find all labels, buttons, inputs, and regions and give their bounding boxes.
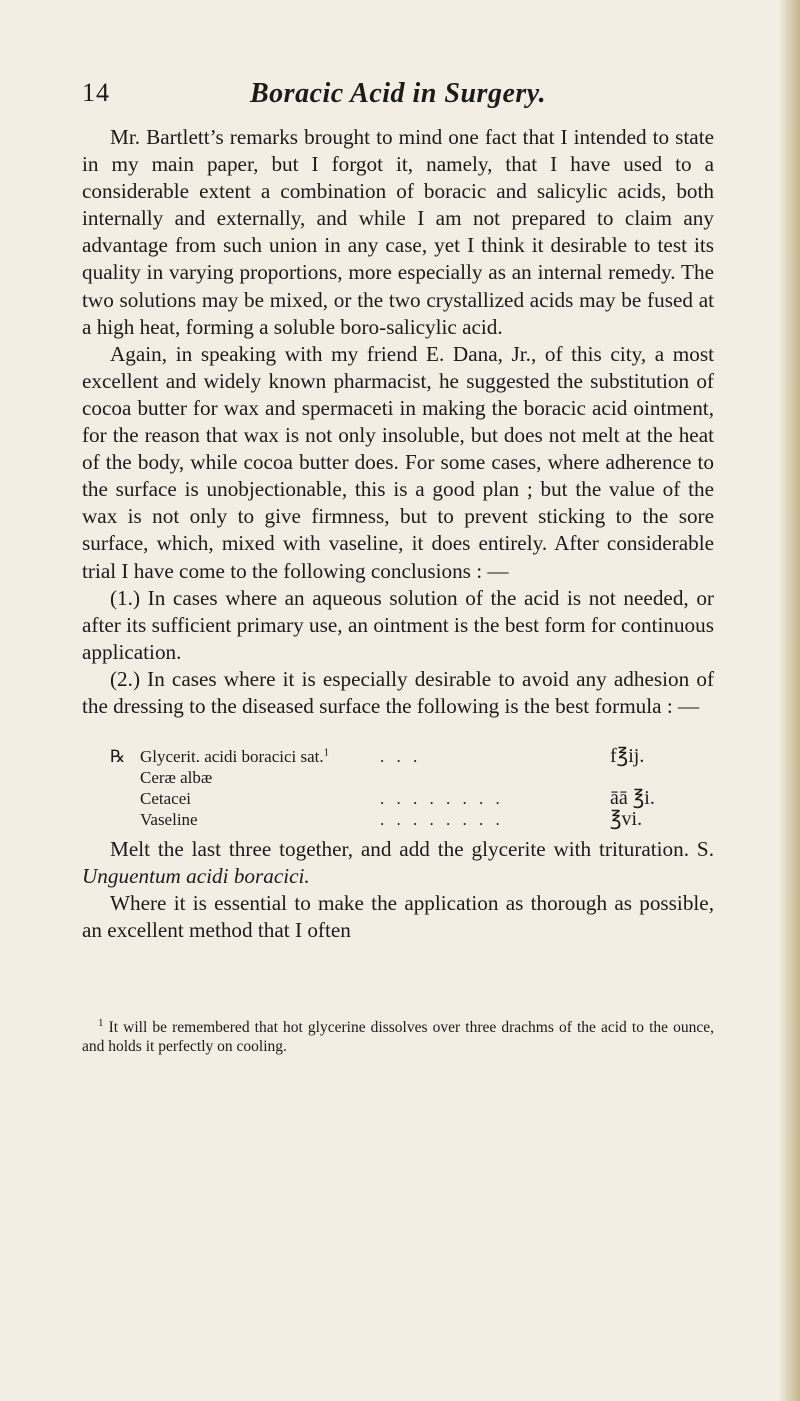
italic-title: Unguentum acidi boracici. [82,864,310,889]
formula-row [110,809,710,830]
footnote-text: It will be remembered that hot glycerine dissolves over three drachms of the acid to the ounce, and holds it perfectly on cooling. [82,1019,714,1055]
leader-dots: . . . . . . . . [380,810,504,829]
ingredient-name: Vaseline [140,810,198,829]
paragraph: Melt the last three together, and add the glycerite with trituration. S. Unguentum acidi boracici. [82,837,714,889]
footnote-ref: 1 [323,746,330,759]
formula-row [110,746,710,767]
footnote [82,1018,714,1056]
ingredient-name: Cetacei [140,789,191,808]
page-number: 14 [82,78,110,107]
after-formula-text [82,836,714,944]
ingredient-name: Ceræ albæ [140,768,213,787]
prescription-formula [110,746,710,830]
recipe-symbol: ℞ [110,747,126,766]
formula-row [110,767,710,788]
formula-row [110,788,710,809]
ingredient-quantity: āā ℥i. [610,787,655,809]
paragraph: Mr. Bartlett’s remarks brought to mind one fact that I intended to state in my main paper, but I forgot it, namely, that I have used to a considerable extent a combination of boracic and salicylic acids, both internally and externally, and while I am not prepared to claim any advantage from such union in any case, yet I think it desirable to test its quality in varying proportions, more especially as an internal remedy. The two solutions may be mixed, or the two crystallized acids may be fused at a high heat, forming a soluble boro-salicylic acid. [82,125,714,339]
running-title: Boracic Acid in Surgery. [250,78,547,109]
page-edge-shadow [778,0,800,1401]
page-header [82,78,722,118]
leader-dots: . . . [380,747,422,766]
paragraph: Again, in speaking with my friend E. Dana, Jr., of this city, a most excellent and widely known pharmacist, he suggested the substitution of cocoa butter for wax and spermaceti in making the boracic acid ointment, for the reason that wax is not only insoluble, but does not melt at the heat of the body, while cocoa butter does. For some cases, where adherence to the surface is unobjectionable, this is a good plan ; but the value of the wax is not only to give firmness, but to prevent sticking to the sore surface, which, mixed with vaseline, it does entirely. After considerable trial I have come to the following conclusions : — [82,341,714,583]
leader-dots: . . . . . . . . [380,789,504,808]
ingredient-name: Glycerit. acidi boracici sat.$^1$ [140,746,330,766]
paragraph-conclusion-1: (1.) In cases where an aqueous solution of the acid is not needed, or after its sufficient primary use, an ointment is the best form for continuous application. [82,585,714,664]
footnote-marker: 1 [98,1016,104,1029]
ingredient-quantity: ℥vi. [610,808,643,830]
ingredient-quantity: f℥ij. [610,745,645,767]
paragraph: Where it is essential to make the application as thorough as possible, an excellent method that I often [82,891,714,943]
paragraph-conclusion-2: (2.) In cases where it is especially desirable to avoid any adhesion of the dressing to the diseased surface the following is the best formula : — [82,666,714,718]
body-text [82,124,714,720]
